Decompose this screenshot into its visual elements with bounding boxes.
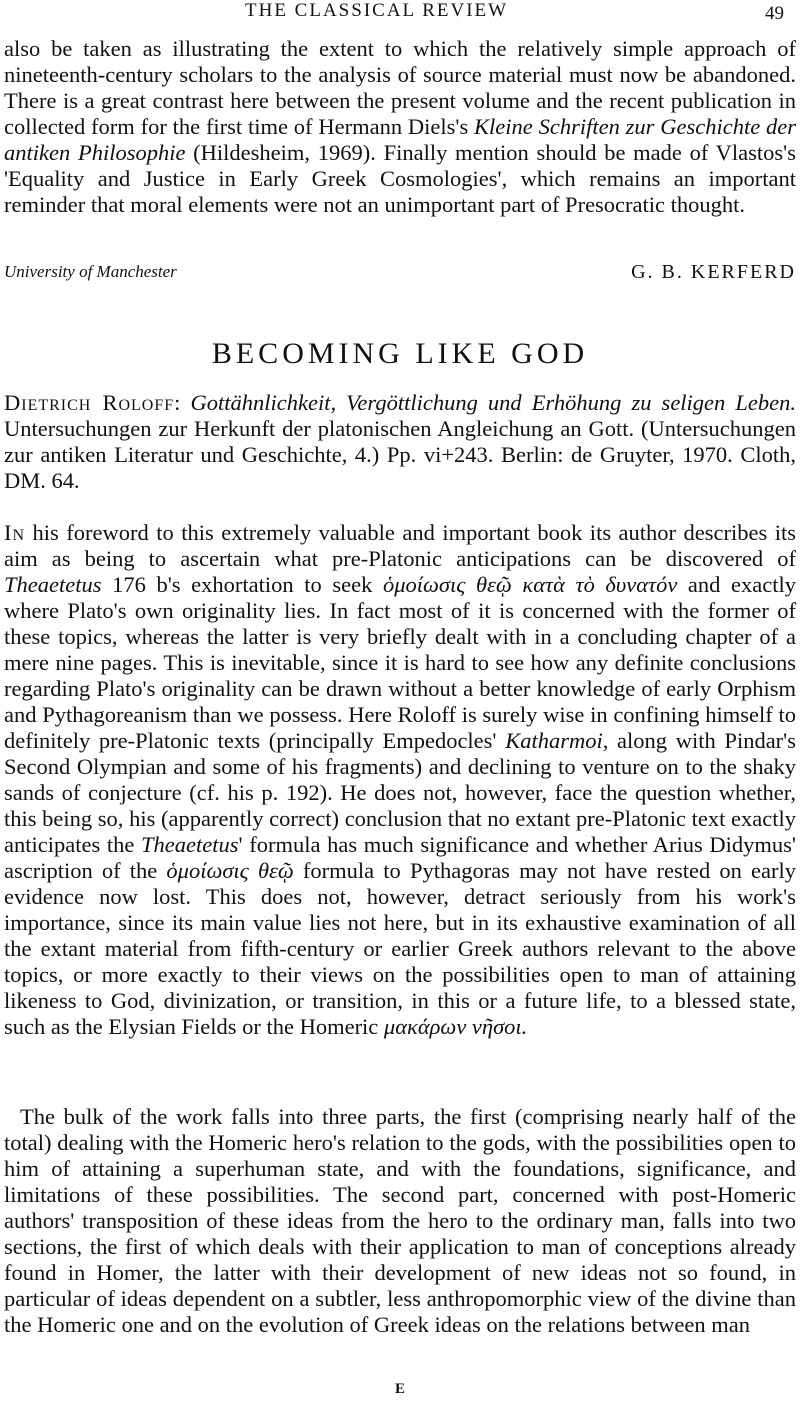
greek-phrase: ὁμοίωσις θεῷ κατὰ τὸ δυνατόν [382, 572, 678, 597]
italic-title: Theaetetus [4, 572, 102, 597]
greek-phrase: ὁμοίωσις θεῷ [166, 858, 294, 883]
text-run: along with Pindar's Second Olympian and some of his fragments) and declining to venture on to the shaky sands of conjecture (cf. his p. 192). He does not, however, face the question whether, this being so, his (apparently correct) conclusion that no extant pre-Platonic text exactly anticipates the [4, 728, 796, 857]
page-number: 49 [765, 3, 784, 24]
prev-text-after: (Hildesheim, 1969). Finally mention should be made of Vlastos's 'Equality and Justice in Early Greek Cosmologies', which remains an important reminder that moral elements were not an unimportant part of Presocratic thought. [4, 140, 796, 217]
prev-text: also be taken as illustrating the extent to which the relatively simple approach of nineteenth-century scholars to the analysis of source material must now be abandoned. There is a great contrast here between the present volume and the recent publication in collected form for the first time of Hermann Diels's [4, 36, 796, 139]
text-run: 176 b's exhortation to seek [101, 572, 383, 597]
italic-title: Theaetetus [141, 832, 239, 857]
text-run: and exactly where Plato's own originality lies. In fact most of it is concerned with the former of these topics, whereas the latter is very briefly dealt with in a concluding chapter of a mere nine pages. This is inevitable, since it is hard to see how any definite conclusions regarding Plato's originality can be drawn without a better knowledge of early Orphism and Pythagoreanism than we possess. Here Roloff is surely wise in confining himself to definitely pre-Platonic texts (principally Empedocles' [4, 572, 796, 753]
text-run: his foreword to this extremely valuable and important book its author describes its aim as being to ascertain what pre-Platonic anticipations can be discovered of [4, 520, 796, 571]
review-paragraph-1 [4, 520, 796, 1040]
journal-title: THE CLASSICAL REVIEW [245, 0, 509, 21]
review-heading: BECOMING LIKE GOD [211, 337, 589, 370]
italic-title: Katharmoi, [505, 728, 609, 753]
reviewer-affiliation: University of Manchester [4, 262, 177, 281]
book-citation [4, 390, 796, 494]
reviewer-name: G. B. KERFERD [631, 261, 796, 283]
greek-phrase: μακάρων νῆσοι. [383, 1014, 528, 1039]
signature-mark: E [394, 1381, 405, 1397]
text-run: formula to Pythagoras may not have rested on early evidence now lost. This does not, however, detract seriously from his work's importance, since its main value lies not here, but in its exhaustive examination of all the extant material from fifth-century or earlier Greek authors relevant to the above topics, or more exactly to their views on the possibilities open to man of attaining likeness to God, divinization, or transition, in this or a future life, to a blessed state, such as the Elysian Fields or the Homeric [4, 858, 796, 1039]
book-details: Untersuchungen zur Herkunft der platonischen Angleichung an Gott. (Untersuchungen zur antiken Literatur und Geschichte, 4.) Pp. vi+243. Berlin: de Gruyter, 1970. Cloth, DM. 64. [4, 416, 796, 493]
review-paragraph-2: The bulk of the work falls into three parts, the first (comprising nearly half of the total) dealing with the Homeric hero's relation to the gods, with the possibilities open to him of attaining a superhuman state, and with the foundations, significance, and limitations of these possibilities. The second part, concerned with post-Homeric authors' transposition of these ideas from the hero to the ordinary man, falls into two sections, the first of which deals with their application to man of conceptions already found in Homer, the latter with their development of new ideas not so found, in particular of ideas dependent on a subtler, less anthropomorphic view of the divine than the Homeric one and on the evolution of Greek ideas on the relations between man [4, 1104, 796, 1337]
book-title: Gottähnlichkeit, Vergöttlichung und Erhöhung zu seligen Leben. [190, 390, 796, 415]
book-author: Dietrich Roloff [4, 390, 175, 415]
text-run: ' formula has much significance and whether Arius Didymus' ascription of the [4, 832, 796, 883]
colon: : [174, 390, 191, 415]
prev-book-title: Kleine Schriften zur Geschichte der antiken Philosophie [4, 114, 797, 165]
first-word: In [4, 520, 26, 545]
previous-review-paragraph [4, 36, 796, 218]
running-head [0, 0, 800, 26]
reviewer-signature [4, 259, 796, 285]
